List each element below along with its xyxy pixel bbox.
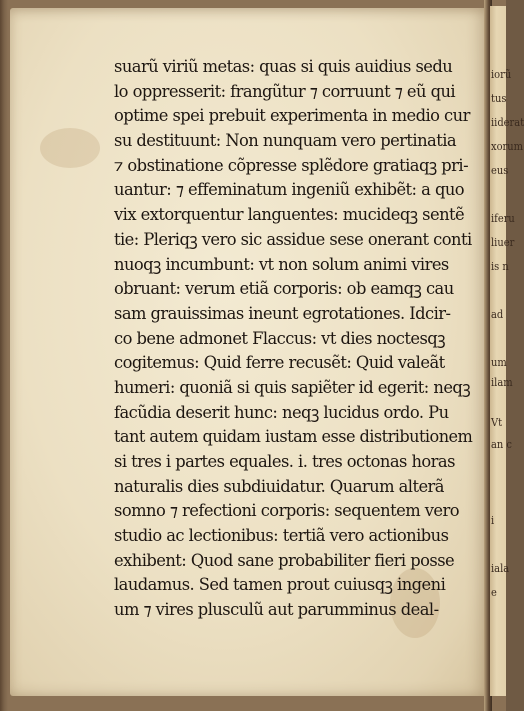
right-page-text-fragment: um [491, 356, 507, 369]
text-line: laudamus. Sed tamen prout cuiusqꝫ ingeni [114, 575, 446, 595]
right-page-text-fragment: eus [491, 164, 509, 177]
paper-stain [40, 128, 100, 168]
right-page-text-fragment: iiderat [491, 116, 524, 129]
right-page-text-fragment: Vt [491, 416, 503, 429]
text-line: si tres i partes equales. i. tres octonas horas [114, 452, 455, 471]
text-line: naturalis dies subdiuidatur. Quarum alterã [114, 476, 444, 496]
text-line: uantur: ⁊ effeminatum ingeniũ exhibẽt: a quo [114, 180, 465, 200]
right-page-text-fragment: iala [491, 562, 510, 575]
text-line: obruant: verum etiã corporis: ob eamqꝫ cau [114, 279, 454, 299]
right-page-text-fragment: e [491, 586, 497, 599]
right-page-text-fragment: xorum [491, 140, 524, 153]
text-line: co bene admonet Flaccus: vt dies noctesqꝫ [114, 328, 445, 348]
right-page-text-fragment: ilam [491, 376, 513, 389]
right-page-text-fragment: iorũ [491, 68, 512, 81]
right-page-text-fragment: liuer [491, 236, 515, 249]
page-text-block [114, 55, 474, 623]
text-line: studio ac lectionibus: tertiã vero actionibus [114, 526, 449, 546]
text-line: suarũ viriũ metas: quas si quis auidius sedu [114, 57, 453, 76]
text-line: tie: Pleriqꝫ vero sic assidue sese onerant conti [114, 229, 472, 249]
text-line: ⁊ obstinatione cõpresse splẽdore gratiaqꝫ pri- [114, 155, 469, 175]
right-page-text-fragment: iferu [491, 212, 515, 225]
right-page-text-fragment: i [491, 514, 495, 527]
book-page-right-edge [490, 6, 524, 696]
text-line: cogitemus: Quid ferre recusẽt: Quid valeãt [114, 353, 445, 373]
text-line: sam grauissimas ineunt egrotationes. Idcir- [114, 303, 451, 323]
right-page-text-fragment: tus [491, 92, 507, 105]
text-line: optime spei prebuit experimenta in medio cur [114, 106, 470, 126]
text-line: tant autem quidam iustam esse distributionem [114, 427, 473, 447]
right-page-text-fragment: an c [491, 438, 512, 451]
text-line: facũdia deserit hunc: neqꝫ lucidus ordo. Pu [114, 402, 449, 422]
text-line: somno ⁊ refectioni corporis: sequentem vero [114, 501, 460, 521]
text-line: humeri: quoniã si quis sapiẽter id egerit: neqꝫ [114, 377, 471, 397]
text-line: nuoqꝫ incumbunt: vt non solum animi vires [114, 254, 449, 274]
text-line: su destituunt: Non nunquam vero pertinatia [114, 131, 457, 151]
text-line: lo oppresserit: frangũtur ⁊ corruunt ⁊ eũ qui [114, 81, 456, 101]
text-line: exhibent: Quod sane probabiliter fieri posse [114, 550, 455, 570]
right-page-text-fragment: ad [491, 308, 504, 321]
text-line: um ⁊ vires plusculũ aut parumminus deal- [114, 600, 439, 620]
text-line: vix extorquentur languentes: mucideqꝫ sentẽ [114, 205, 465, 225]
right-page-text-fragment: is n [491, 260, 509, 273]
